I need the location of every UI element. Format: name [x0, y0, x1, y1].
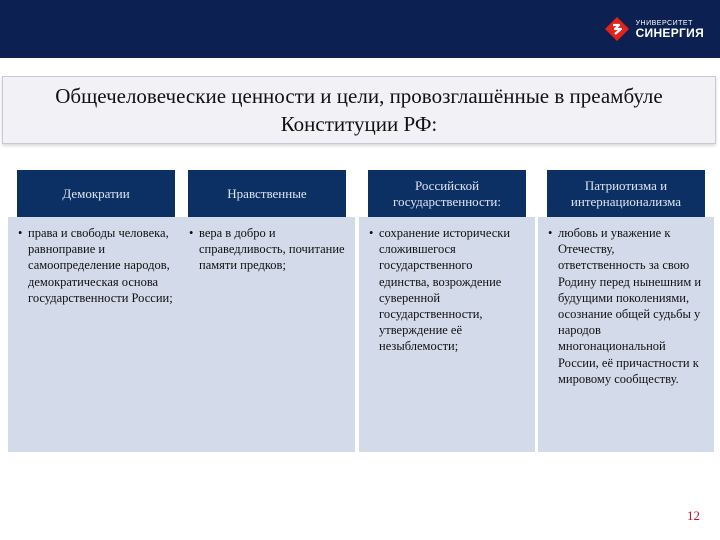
slide-title-line-1: Общечеловеческие ценности и цели, провозглашённые в преамбуле — [55, 84, 663, 108]
bullet-marker: • — [18, 226, 23, 240]
slide-title — [2, 76, 716, 144]
bullet-text: права и свободы человека, равноправие и самоопределение народов, демократическая основа государственности России; — [28, 226, 173, 305]
column-header: Патриотизма и интернационализма — [547, 170, 705, 217]
page-number: 12 — [687, 508, 700, 523]
bullet-text: любовь и уважение к Отечеству, ответственность за свою Родину перед нынешним и будущими поколениями, осознание общей судьбы у народов многонациональной России, её причастности к мировому сообществу. — [558, 226, 702, 386]
column-patriotism — [547, 170, 705, 452]
column-header: Нравственные — [188, 170, 346, 217]
bullet-item — [548, 225, 704, 387]
bullet-item — [369, 225, 525, 355]
column-statehood — [368, 170, 526, 452]
bullet-item — [18, 225, 174, 306]
bullet-marker: • — [548, 226, 553, 240]
top-bar — [0, 0, 720, 58]
logo-text — [636, 20, 704, 39]
bullet-marker: • — [189, 226, 194, 240]
column-header: Демократии — [17, 170, 175, 217]
column-body — [8, 217, 184, 452]
bullet-marker: • — [369, 226, 374, 240]
bullet-item — [189, 225, 345, 274]
column-moral — [188, 170, 346, 452]
column-body — [359, 217, 535, 452]
logo-big-text: СИНЕРГИЯ — [635, 25, 704, 40]
logo-small-text: УНИВЕРСИТЕТ — [635, 19, 693, 27]
column-body — [179, 217, 355, 452]
synergy-logo-icon — [604, 16, 630, 42]
bullet-text: сохранение исторически сложившегося государственного единства, возрождение суверенной государственности, утверждение её незыблемости; — [379, 226, 511, 354]
slide-title-line-2: Конституции РФ: — [280, 112, 438, 136]
column-democracy — [17, 170, 175, 452]
bullet-text: вера в добро и справедливость, почитание памяти предков; — [199, 226, 345, 273]
column-body — [538, 217, 714, 452]
column-header: Российской государственности: — [368, 170, 526, 217]
university-logo — [604, 13, 704, 45]
